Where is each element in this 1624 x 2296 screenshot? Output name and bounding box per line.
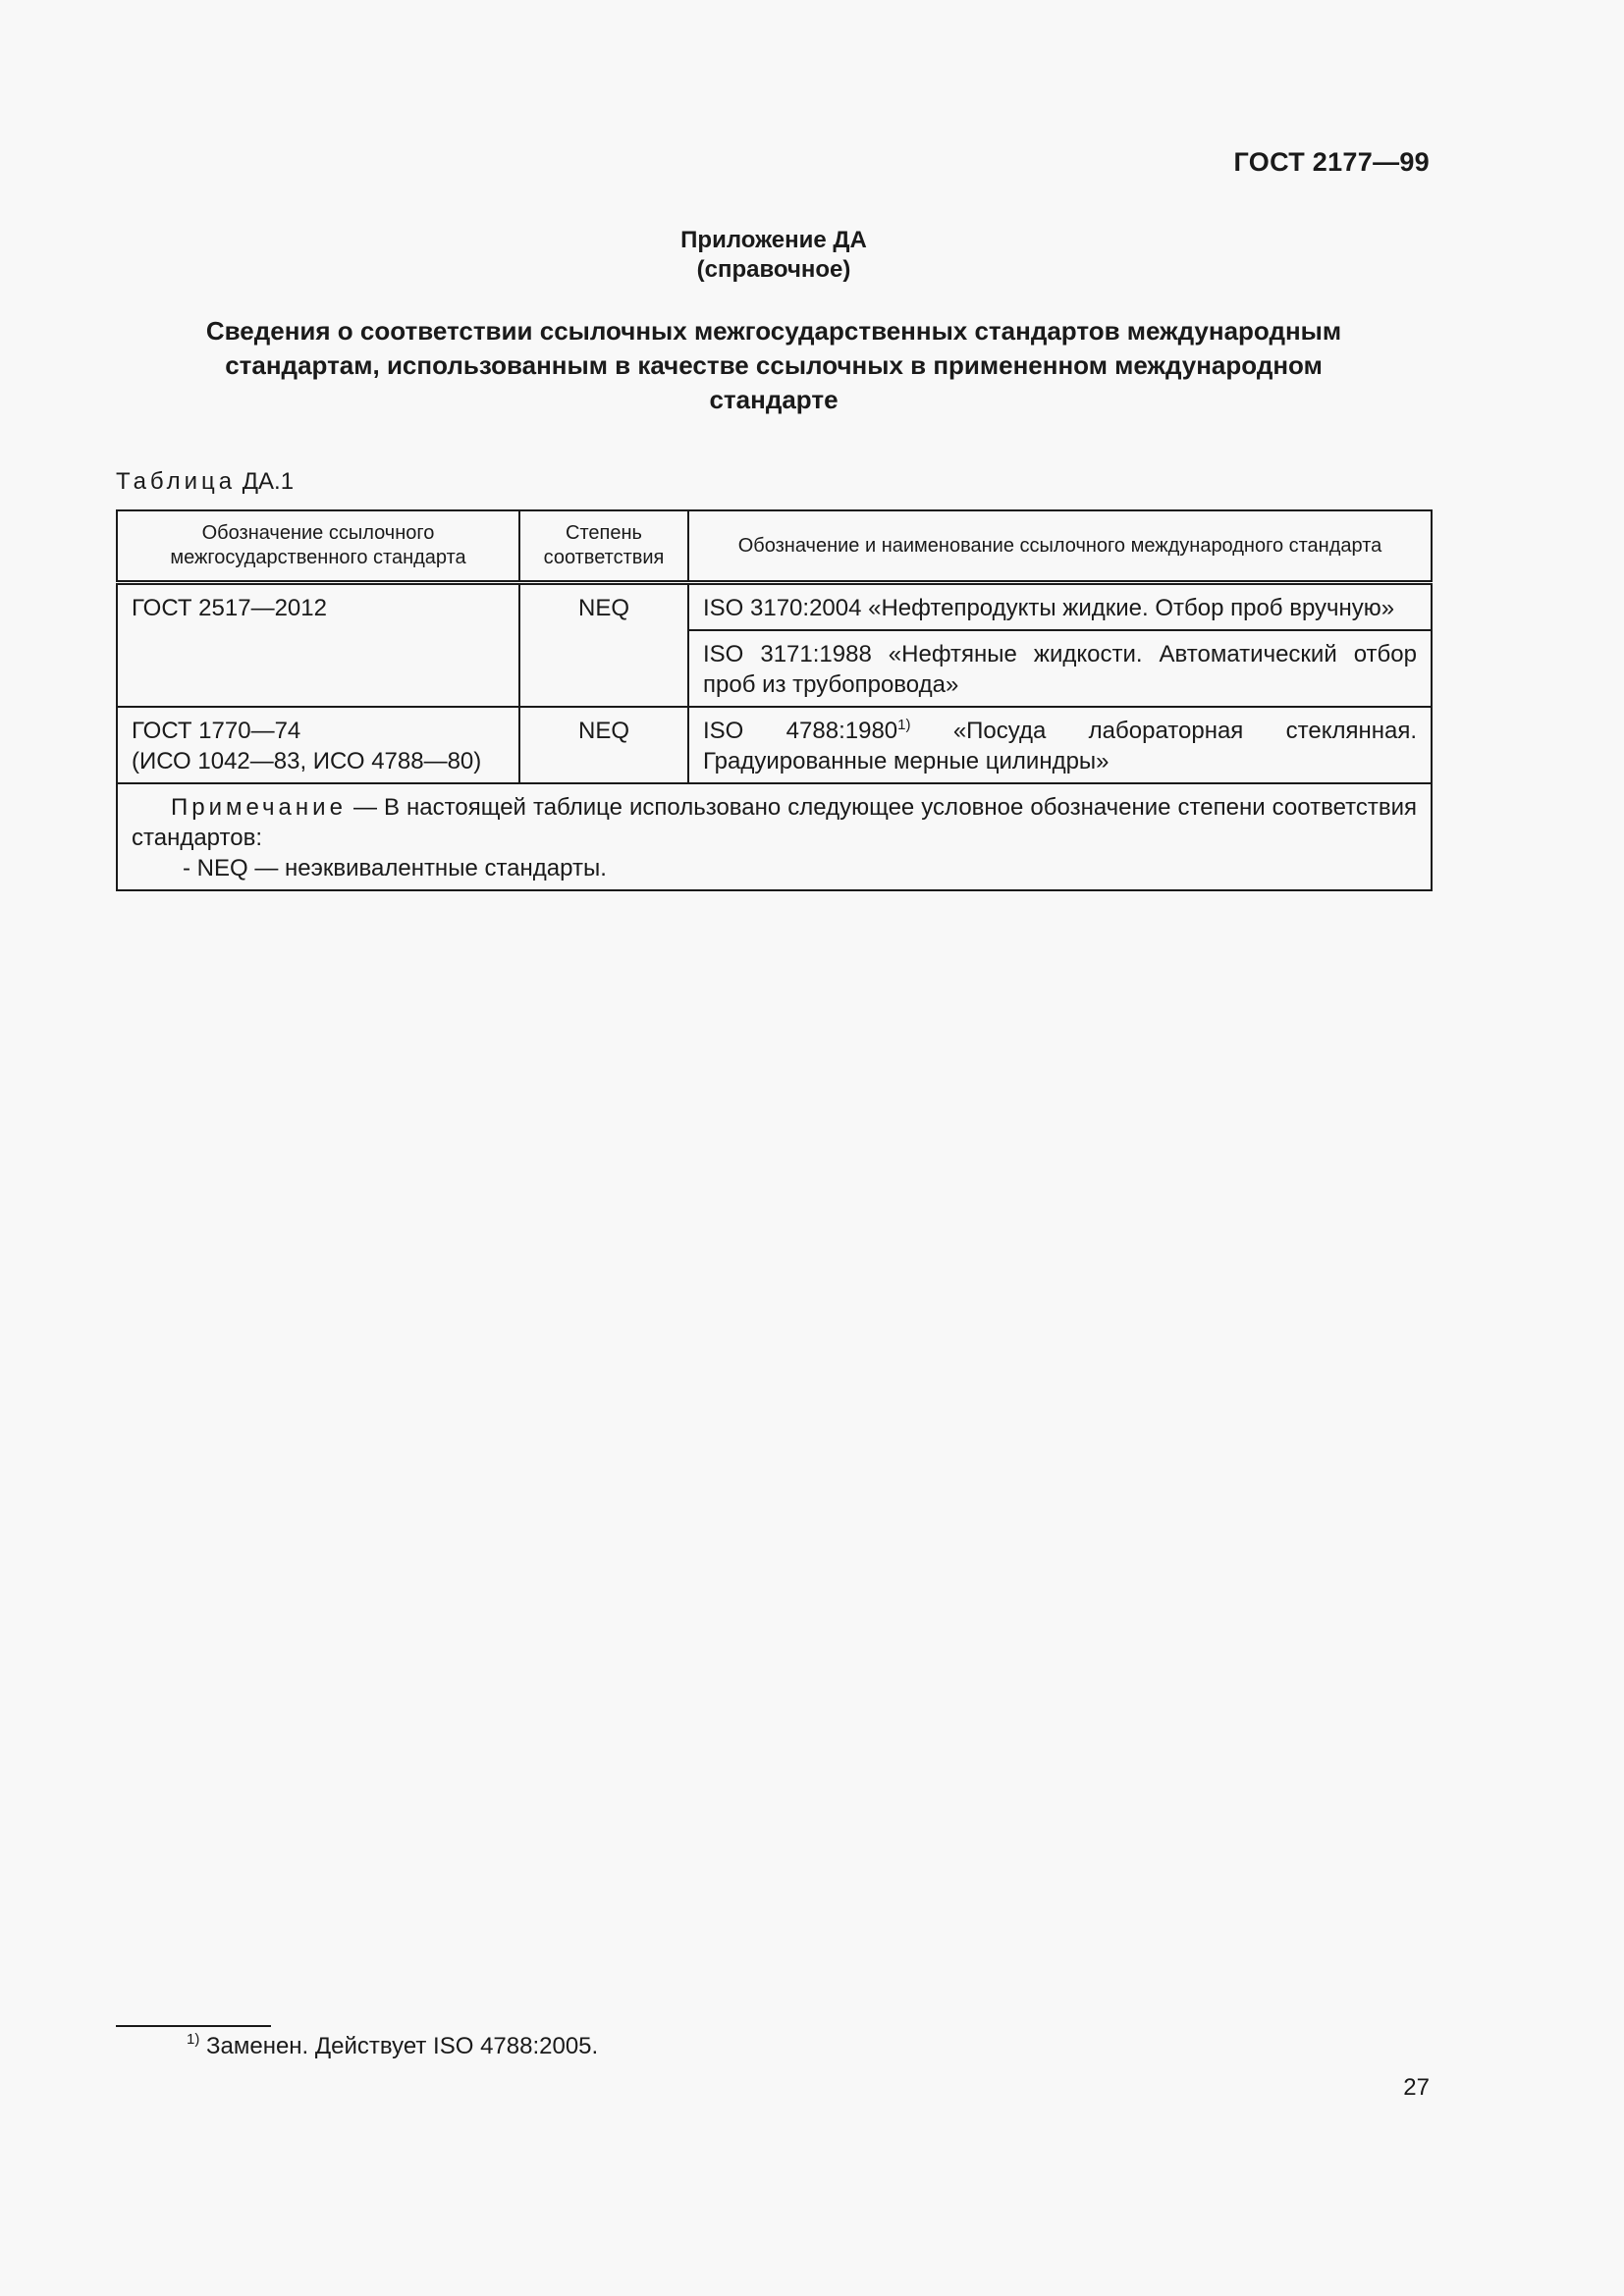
cell-degree: NEQ: [519, 707, 688, 783]
cell-standard-line-1: ГОСТ 1770—74: [132, 718, 301, 744]
column-header-degree: Степень соответствия: [519, 510, 688, 583]
footnote: [187, 2033, 598, 2060]
table-row: [117, 583, 1432, 631]
note-text: — В настоящей таблице использовано следующее условное обозначение степени соответствия стандартов:: [132, 794, 1417, 851]
international-title: «Посуда лабораторная стеклянная. Градуированные мерные цилиндры»: [703, 718, 1417, 774]
cell-standard: [117, 707, 519, 783]
page-number: 27: [1403, 2074, 1430, 2101]
table-row: [117, 707, 1432, 783]
table-note: [117, 783, 1432, 890]
appendix-heading: [0, 226, 1547, 285]
footnote-text: Заменен. Действует ISO 4788:2005.: [199, 2033, 599, 2059]
column-header-standard: Обозначение ссылочного межгосударственного стандарта: [117, 510, 519, 583]
cell-standard-line-2: (ИСО 1042—83, ИСО 4788—80): [132, 748, 482, 774]
table-caption: [116, 468, 294, 496]
note-label: Примечание: [171, 794, 347, 821]
correspondence-table: [116, 509, 1433, 891]
footnote-ref: 1): [897, 717, 911, 733]
section-title: [147, 314, 1400, 417]
table-note-row: [117, 783, 1432, 890]
note-item: - NEQ — неэквивалентные стандарты.: [183, 855, 607, 881]
section-title-line-1: Сведения о соответствии ссылочных межгосударственных стандартов международным: [205, 316, 1342, 346]
table-caption-label: Таблица: [116, 468, 237, 495]
cell-standard: ГОСТ 2517—2012: [117, 583, 519, 708]
cell-international: ISO 3171:1988 «Нефтяные жидкости. Автоматический отбор проб из трубопровода»: [688, 630, 1432, 707]
document-code: ГОСТ 2177—99: [1233, 147, 1430, 177]
table-caption-number: ДА.1: [242, 468, 295, 495]
section-title-line-2: стандартам, использованным в качестве ссылочных в примененном международном: [225, 350, 1323, 380]
cell-international: ISO 3170:2004 «Нефтепродукты жидкие. Отбор проб вручную»: [688, 583, 1432, 631]
section-title-line-3: стандарте: [709, 385, 839, 414]
table-header-row: [117, 510, 1432, 583]
footnote-divider: [116, 2025, 271, 2027]
appendix-type: (справочное): [696, 256, 851, 283]
footnote-marker: 1): [187, 2031, 200, 2048]
international-code: ISO 4788:1980: [703, 718, 898, 744]
cell-international: [688, 707, 1432, 783]
appendix-title: Приложение ДА: [680, 227, 867, 253]
column-header-international: Обозначение и наименование ссылочного международного стандарта: [688, 510, 1432, 583]
cell-degree: NEQ: [519, 583, 688, 708]
